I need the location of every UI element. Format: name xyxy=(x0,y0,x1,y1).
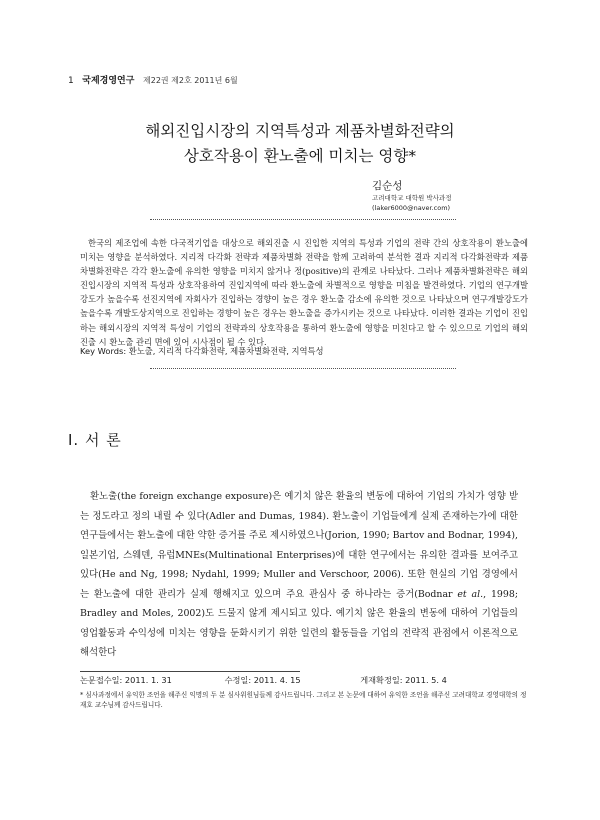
author-block xyxy=(372,178,451,213)
journal-issue: 제22권 제2호 2011년 6월 xyxy=(143,76,238,85)
author-name: 김순성 xyxy=(372,180,403,192)
section-heading: Ⅰ. 서 론 xyxy=(68,431,122,449)
running-header xyxy=(68,73,238,86)
author-email: (laker6000@naver.com) xyxy=(372,204,451,212)
revised-date: 수정일: 2011. 4. 15 xyxy=(224,675,301,685)
title-line-2: 상호작용이 환노출에 미치는 영향* xyxy=(183,147,417,165)
footnote-rule xyxy=(80,671,300,672)
body-paragraph xyxy=(80,487,518,663)
keywords xyxy=(80,345,324,357)
dotted-divider-bottom xyxy=(150,368,456,369)
title-line-1: 해외진입시장의 지역특성과 제품차별화전략의 xyxy=(145,122,455,140)
dotted-divider-top xyxy=(150,219,456,220)
journal-name: 국제경영연구 xyxy=(82,76,135,86)
keywords-label: Key Words: xyxy=(80,346,127,356)
keywords-text: 환노출, 지리적 다각화전략, 제품차별화전략, 지역특성 xyxy=(128,346,324,356)
paper-title xyxy=(60,119,540,169)
author-affiliation: 고려대학교 대학원 박사과정 xyxy=(372,194,452,202)
acknowledgment-footnote: * 심사과정에서 유익한 조언을 해주신 익명의 두 분 심사위원님들께 감사드립니다. 그리고 본 논문에 대하여 유익한 조언을 해주신 고려대학교 경영대학의 정재호 교수님께 감사드립니다. xyxy=(80,691,527,709)
abstract-text: 한국의 제조업에 속한 다국적기업을 대상으로 해외진출 시 진입한 지역의 특성과 기업의 전략 간의 상호작용이 환노출에 미치는 영향을 분석하였다. 지리적 다각화 전략과 제품차별화 전략을 함께 고려하여 분석한 결과 지리적 다각화전략과 제품차별화전략은 각각 환노출에 유의한 영향을 미치지 않거나 정(positive)의 관계로 나타났다. 그러나 제품차별화전략은 해외진입시장의 지역적 특성과 상호작용하여 진입지역에 따라 환노출에 차별적으로 영향을 미침을 발견하였다. 기업의 연구개발강도가 높을수록 선진지역에 자회사가 진입하는 경향이 높은 경우 환노출 감소에 유의한 것으로 나타났으며 연구개발강도가 높을수록 개발도상지역으로 진입하는 경향이 높은 경우는 환노출을 증가시키는 것으로 나타났다. 이러한 결과는 기업이 진입하는 해외시장의 지역적 특성이 기업의 전략과의 상호작용을 통하여 환노출에 영향을 미친다고 할 수 있으므로 기업의 해외진출 시 환노출 관리 면에 있어 시사점이 될 수 있다. xyxy=(80,238,528,347)
body-text-b: , 1998; Bradley and Moles, 2002)도 드물지 않게 제시되고 있다. 예기치 않은 환율의 변동에 대하여 기업들의 영업활동과 수익성에 미치는 영향을 둔화시키기 위한 일련의 활동들을 기업의 전략적 관점에서 이론적으로 해석한다 xyxy=(80,588,518,658)
received-date: 논문접수일: 2011. 1. 31 xyxy=(80,675,172,685)
submission-dates xyxy=(80,675,447,686)
body-text-emphasis: et al. xyxy=(457,588,484,600)
page-number: 1 xyxy=(68,76,74,86)
accepted-date: 게재확정일: 2011. 5. 4 xyxy=(360,675,447,685)
body-text-a: 환노출(the foreign exchange exposure)은 예기치 않은 환율의 변동에 대하여 기업의 가치가 영향 받는 정도라고 정의 내릴 수 있다(Adler and Dumas, 1984). 환노출이 기업들에게 실제 존재하는가에 대한 연구들에서는 환노출에 대한 약한 증거를 주로 제시하였으나(Jorion, 1990; Bartov and Bodnar, 1994), 일본기업, 스웨덴, 유럽MNEs(Multinational Enterprises)에 대한 연구에서는 유의한 결과를 보여주고 있다(He and Ng, 1998; Nydahl, 1999; Muller and Verschoor, 2006). 또한 현실의 기업 경영에서는 환노출에 대한 관리가 실제 행해지고 있으며 주요 관심사 중 하나라는 증거(Bodnar xyxy=(80,491,518,600)
